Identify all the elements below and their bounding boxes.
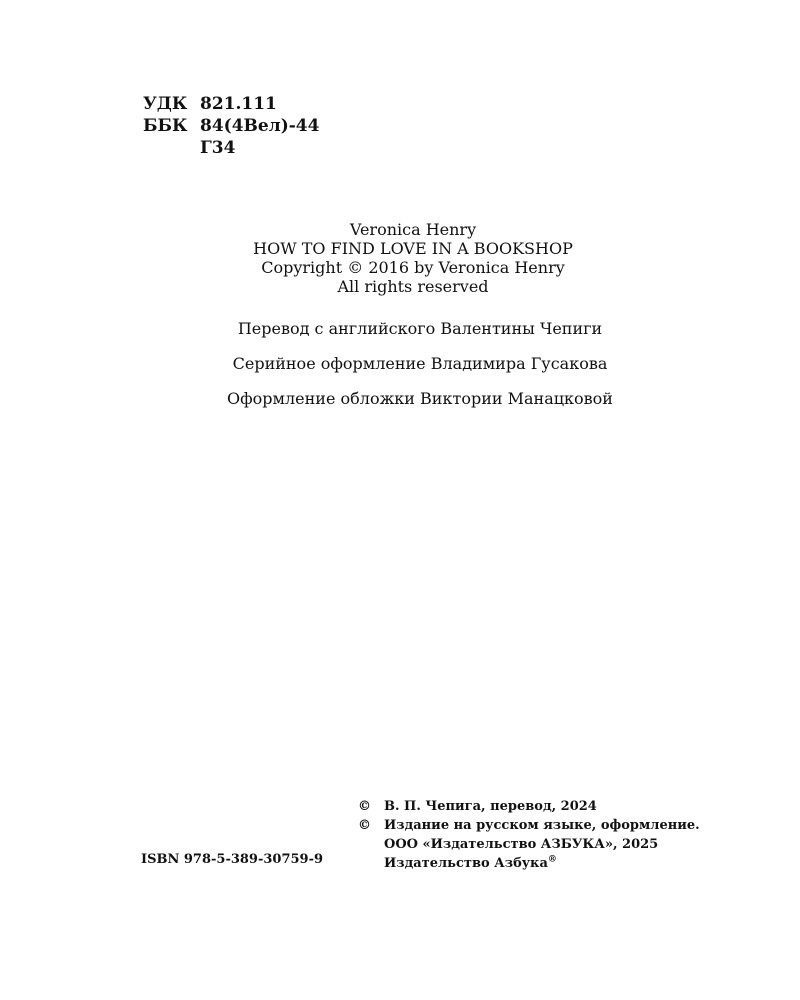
original-rights: All rights reserved bbox=[337, 277, 489, 296]
copyright-notices bbox=[358, 797, 700, 873]
bbk-row bbox=[143, 115, 319, 137]
original-title: HOW TO FIND LOVE IN A BOOKSHOP bbox=[253, 239, 573, 258]
copyright-symbol: © bbox=[358, 818, 371, 833]
translation-copyright-row bbox=[358, 797, 700, 816]
isbn: ISBN 978-5-389-30759-9 bbox=[141, 852, 324, 867]
edition-copyright-line-3-wrapper bbox=[358, 854, 700, 873]
edition-copyright-line-3: Издательство Азбука bbox=[384, 856, 548, 871]
edition-copyright-line-1: Издание на русском языке, оформление. bbox=[384, 818, 700, 833]
translation-credit: Перевод с английского Валентины Чепиги bbox=[237, 319, 603, 338]
author-sign: Г34 bbox=[200, 138, 236, 158]
edition-copyright-row bbox=[358, 816, 700, 835]
edition-copyright-line-2: ООО «Издательство АЗБУКА», 2025 bbox=[384, 837, 659, 852]
original-edition-block bbox=[0, 220, 800, 296]
series-design-credit: Серийное оформление Владимира Гусакова bbox=[232, 354, 608, 373]
translation-copyright: В. П. Чепига, перевод, 2024 bbox=[384, 799, 597, 814]
udk-row bbox=[143, 93, 319, 115]
cover-design-credit: Оформление обложки Виктории Манацковой bbox=[227, 389, 613, 408]
credits-block bbox=[0, 318, 800, 423]
original-author: Veronica Henry bbox=[349, 220, 477, 239]
udk-label: УДК bbox=[143, 94, 188, 114]
udk-value: 821.111 bbox=[200, 94, 277, 114]
classification-block bbox=[143, 93, 319, 159]
copyright-symbol: © bbox=[358, 799, 371, 814]
original-copyright: Copyright © 2016 by Veronica Henry bbox=[261, 258, 565, 277]
bbk-value: 84(4Вел)-44 bbox=[200, 116, 320, 136]
registered-mark: ® bbox=[547, 854, 557, 865]
bbk-label: ББК bbox=[143, 116, 188, 136]
